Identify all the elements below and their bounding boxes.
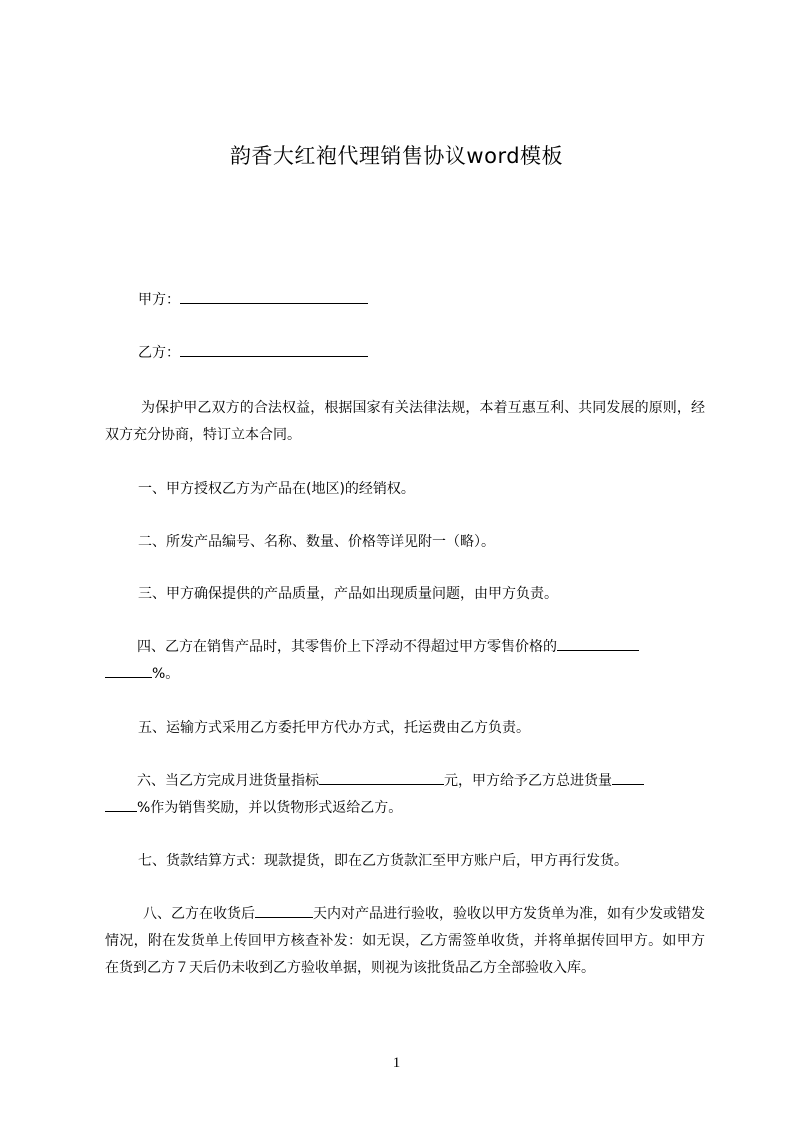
- party-b-blank[interactable]: [180, 340, 368, 357]
- clause-3: 三、甲方确保提供的产品质量，产品如出现质量问题，由甲方负责。: [138, 586, 558, 602]
- party-a-blank[interactable]: [180, 287, 368, 304]
- clause-6-text-3: %作为销售奖励，并以货物形式返给乙方。: [137, 800, 403, 816]
- clause-8: [105, 901, 705, 982]
- clause-8-text: 八、乙方在收货后: [143, 906, 255, 922]
- clause-8-blank[interactable]: [255, 901, 313, 918]
- clause-4-suffix: %。: [152, 666, 180, 682]
- clause-7: 七、货款结算方式：现款提货，即在乙方货款汇至甲方账户后，甲方再行发货。: [138, 853, 628, 869]
- intro-paragraph: 为保护甲乙双方的合法权益，根据国家有关法律法规，本着互惠互利、共同发展的原则，经双方充分协商，特订立本合同。: [105, 400, 705, 443]
- clause-4-text: 四、乙方在销售产品时，其零售价上下浮动不得超过甲方零售价格的: [137, 639, 557, 655]
- clause-2: 二、所发产品编号、名称、数量、价格等详见附一（略）。: [138, 534, 495, 550]
- clause-4: [105, 634, 705, 688]
- clause-6-blank-a[interactable]: [319, 768, 444, 785]
- clause-6-text-2: 元，甲方给予乙方总进货量: [444, 773, 612, 789]
- clause-6-blank-b[interactable]: [612, 768, 644, 785]
- party-b-line: [138, 340, 738, 367]
- clause-6: [105, 768, 705, 822]
- clause-4-blank-b[interactable]: [105, 661, 152, 678]
- clause-5: 五、运输方式采用乙方委托甲方代办方式，托运费由乙方负责。: [138, 720, 530, 736]
- clause-6-text: 六、当乙方完成月进货量指标: [137, 773, 319, 789]
- clause-8-text-2: 天内对产品进行验收，验收以甲方发货单为准，如有少发或错发情况，附在发货单上传回甲方核查补发：如无误，乙方需签单收货，并将单据传回甲方。如甲方在货到乙方７天后仍未收到乙方验收单据，则视为该批货品乙方全部验收入库。: [105, 906, 705, 976]
- party-a-line: [138, 287, 738, 314]
- party-a-label: 甲方：: [138, 292, 180, 308]
- clause-4-blank-a[interactable]: [557, 634, 639, 651]
- clause-1: 一、甲方授权乙方为产品在(地区)的经销权。: [138, 481, 415, 497]
- party-b-label: 乙方：: [138, 345, 180, 361]
- clause-6-blank-c[interactable]: [105, 795, 137, 812]
- page-number: 1: [392, 1055, 401, 1071]
- document-title: 韵香大红袍代理销售协议word模板: [229, 144, 564, 168]
